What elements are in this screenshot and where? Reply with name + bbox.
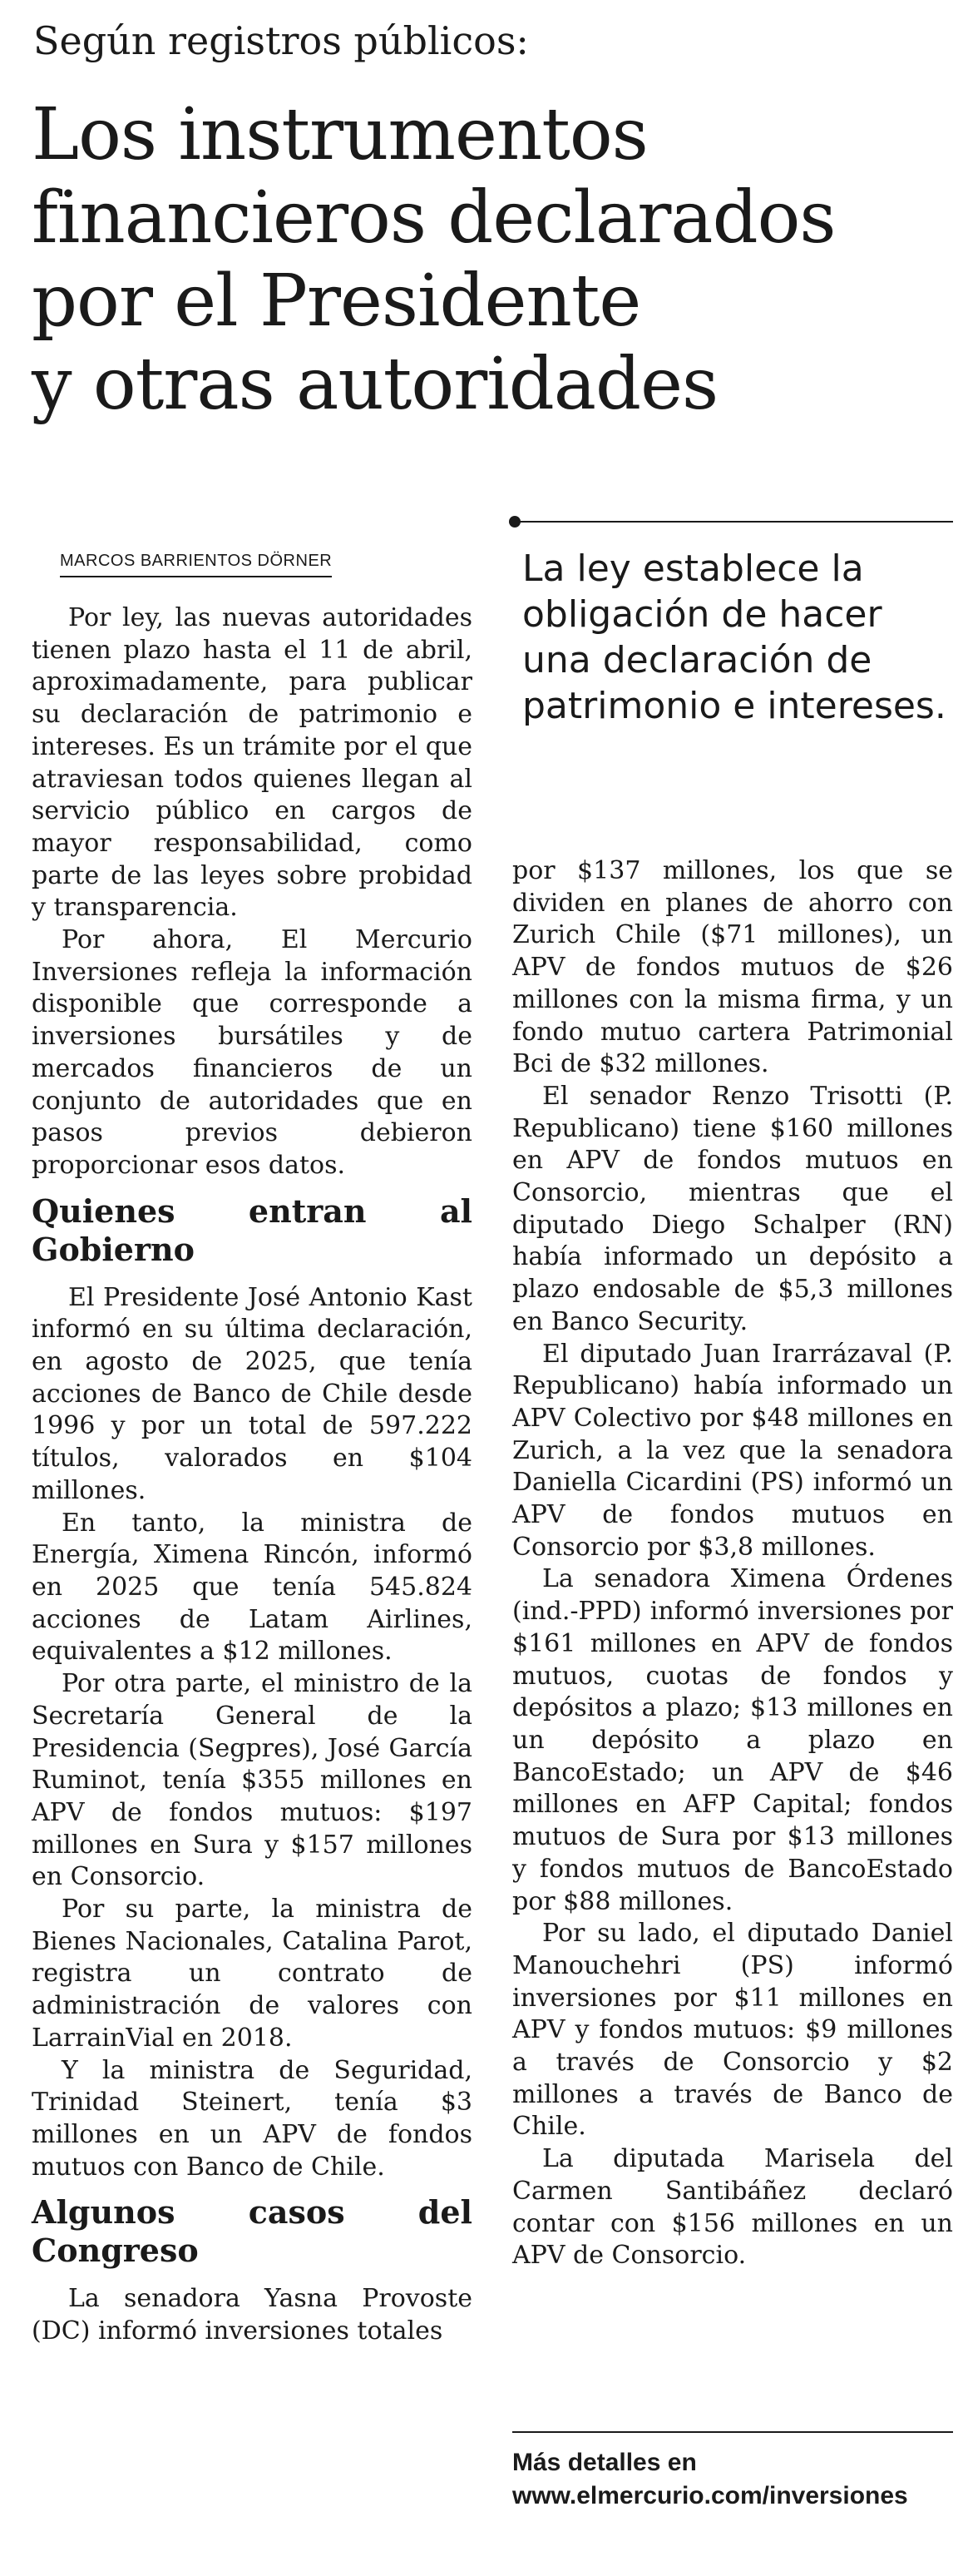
section-heading: Quienes entran al Gobierno (32, 1191, 472, 1268)
paragraph: Por otra parte, el ministro de la Secretaría General de la Presidencia (Segpres), José García Ruminot, tenía $355 millones en APV de fondos mutuos: $197 millones en Sura y $157 millones en Consorcio. (32, 1669, 472, 1892)
left-column (32, 602, 472, 2348)
footer-link[interactable]: www.elmercurio.com/inversiones (512, 2482, 908, 2509)
paragraph: Por su parte, la ministra de Bienes Nacionales, Catalina Parot, registra un contrato de administración de valores con LarrainVial en 2018. (32, 1895, 472, 2053)
paragraph: Por ahora, El Mercurio Inversiones refleja la información disponible que corresponde a inversiones bursátiles y de mercados financieros de un conjunto de autoridades que en pasos previos debieron proporcionar esos datos. (32, 925, 472, 1180)
paragraph: por $137 millones, los que se dividen en planes de ahorro con Zurich Chile ($71 millones), un APV de fondos mutuos de $26 millones con la misma firma, y un fondo mutuo cartera Patrimonial Bci de $32 millones. (512, 856, 953, 1079)
paragraph: Y la ministra de Seguridad, Trinidad Steinert, tenía $3 millones en un APV de fondos mutuos con Banco de Chile. (32, 2055, 472, 2182)
paragraph: La senadora Yasna Provoste (DC) informó inversiones totales (32, 2284, 472, 2346)
headline-line: y otras autoridades (32, 343, 719, 426)
right-column (512, 855, 953, 2272)
section-heading: Algunos casos del Congreso (32, 2193, 472, 2270)
byline: MARCOS BARRIENTOS DÖRNER (60, 552, 332, 577)
paragraph: En tanto, la ministra de Energía, Ximena Rincón, informó en 2025 que tenía 545.824 acciones de Latam Airlines, equivalentes a $12 millones. (32, 1508, 472, 1667)
pullquote: La ley establece la obligación de hacer una declaración de patrimonio e intereses. (522, 547, 946, 727)
footer (512, 2446, 953, 2513)
headline-line: por el Presidente (32, 260, 641, 343)
footer-rule (512, 2431, 953, 2433)
pullquote-dot (509, 516, 521, 528)
paragraph: Por ley, las nuevas autoridades tienen plazo hasta el 11 de abril, aproximadamente, para publicar su declaración de patrimonio e intereses. Es un trámite por el que atraviesan todos quienes llegan al servicio público en cargos de mayor responsabilidad, como parte de las leyes sobre probidad y transparencia. (32, 603, 472, 923)
paragraph: El senador Renzo Trisotti (P. Republicano) tiene $160 millones en APV de fondos mutuos en Consorcio, mientras que el diputado Diego Schalper (RN) había informado un depósito a plazo endosable de $5,3 millones en Banco Security. (512, 1081, 953, 1336)
pullquote-rule (512, 521, 953, 523)
footer-label: Más detalles en (512, 2449, 697, 2476)
headline (32, 93, 955, 426)
paragraph: El diputado Juan Irarrázaval (P. Republicano) había informado un APV Colectivo por $48 millones en Zurich, a la vez que la senadora Daniella Cicardini (PS) informó un APV de fondos mutuos en Consorcio por $3,8 millones. (512, 1339, 953, 1562)
kicker: Según registros públicos: (33, 18, 529, 63)
paragraph: La senadora Ximena Órdenes (ind.-PPD) informó inversiones por $161 millones en APV de fondos mutuos, cuotas de fondos y depósitos a plazo; $13 millones en un depósito a plazo en BancoEstado; un APV de $46 millones en AFP Capital; fondos mutuos de Sura por $13 millones y fondos mutuos de BancoEstado por $88 millones. (512, 1564, 953, 1916)
paragraph: El Presidente José Antonio Kast informó en su última declaración, en agosto de 2025, que tenía acciones de Banco de Chile desde 1996 y por un total de 597.222 títulos, valorados en $104 millones. (32, 1282, 472, 1505)
paragraph: Por su lado, el diputado Daniel Manouchehri (PS) informó inversiones por $11 millones en APV y fondos mutuos: $9 millones a través de Consorcio y $2 millones a través de Banco de Chile. (512, 1919, 953, 2142)
paragraph: La diputada Marisela del Carmen Santibáñez declaró contar con $156 millones en un APV de Consorcio. (512, 2144, 953, 2271)
headline-line: financieros declarados (32, 176, 836, 260)
headline-line: Los instrumentos (32, 93, 648, 176)
